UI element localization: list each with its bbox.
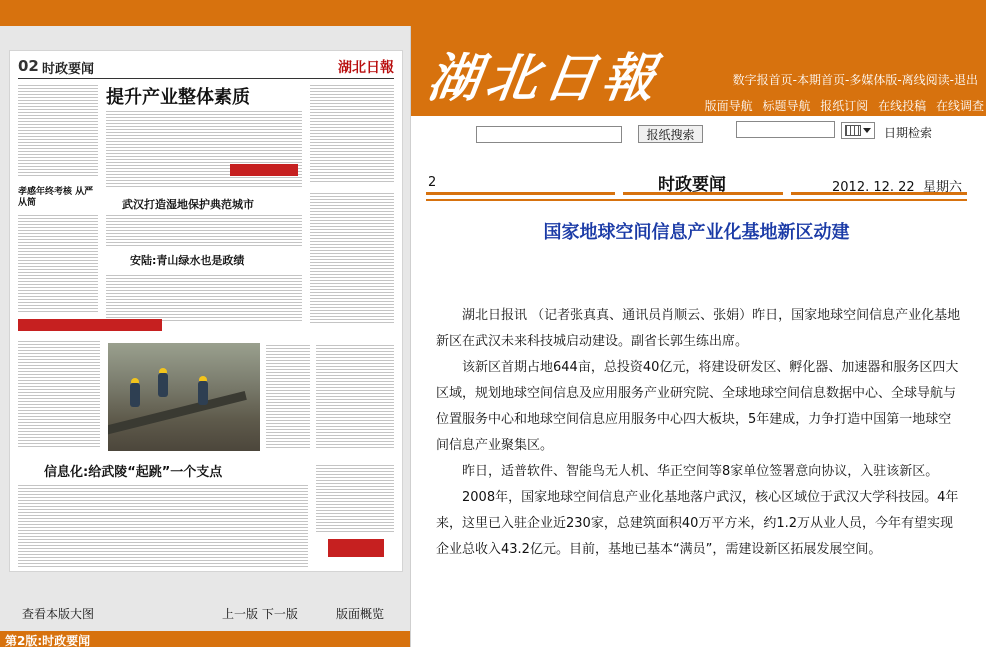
thumbnail-side-headline[interactable]: 孝感年终考核 从严从简 [18,187,94,208]
photo-helmet [159,368,167,373]
issue-weekday: 星期六 [922,180,962,195]
text-column [310,83,394,183]
nav-titles[interactable]: 标题导航 [762,99,811,113]
photo-helmet [131,378,139,383]
nav-survey[interactable]: 在线调查 [935,99,984,113]
thumbnail-headline-anlu[interactable]: 安陆:青山绿水也是政绩 [130,254,245,267]
photo-worker [158,373,168,397]
chevron-down-icon [863,128,871,133]
date-search-button[interactable]: 日期检索 [884,126,933,140]
top-bar [0,0,986,26]
photo-worker [198,381,208,405]
text-column [316,343,394,449]
calendar-icon[interactable] [841,122,875,139]
divider-line [426,199,967,201]
hubei-daily-logo[interactable]: 湖北日報 [424,48,665,109]
article-title: 国家地球空间信息产业化基地新区动建 [543,222,850,243]
thumbnail-red-banner [230,164,298,176]
issue-date-value: 2012. 12. 22 [832,180,915,195]
article-paragraph: 湖北日报讯 （记者张真真、通讯员肖顺云、张娟）昨日，国家地球空间信息产业化基地新区在武汉未来科技城启动建设。副省长郭生练出席。 [436,308,961,349]
article-body [436,303,963,563]
text-column [106,109,302,189]
issue-date [832,176,962,195]
photo-pipe [108,391,247,436]
thumbnail-header [18,56,394,79]
text-column [18,213,98,313]
nav-subscribe[interactable]: 报纸订阅 [820,99,869,113]
sub-nav [699,97,984,114]
view-large-page-link[interactable]: 查看本版大图 [22,607,95,621]
text-column [266,343,310,449]
page-number: 2 [428,175,437,190]
nav-layout[interactable]: 版面导航 [704,99,753,113]
article-paragraph: 该新区首期占地644亩，总投资40亿元，将建设研发区、孵化器、加速器和服务区四大区域，规划地球空间信息及应用服务产业研究院、全球地球空间信息数据中心、全球导航与位置服务中心和地球空间信息应用服务中心四大板块，5年建成，力争打造中国第一地球空间信息产业聚集区。 [436,360,959,453]
newspaper-search-button[interactable]: 报纸搜索 [638,125,703,143]
thumbnail-section-name: 时政要闻 [42,62,95,77]
date-search-input[interactable] [736,121,835,138]
thumbnail-headline-info[interactable]: 信息化:给武陵“起跳”一个支点 [44,465,223,480]
thumbnail-photo[interactable] [108,343,260,451]
divider-bar [426,192,615,195]
thumbnail-red-ad [328,539,384,557]
photo-worker [130,383,140,407]
text-column [106,273,302,323]
prev-next-page-link[interactable]: 上一版 下一版 [222,607,298,621]
text-column [106,213,302,247]
article-paragraph: 昨日，适普软件、智能鸟无人机、华正空间等8家单位签署意向协议，入驻该新区。 [462,464,939,479]
article-paragraph: 2008年，国家地球空间信息产业化基地落户武汉，核心区域位于武汉大学科技园。4年来，这里已入驻企业近230家，总建筑面积40万平方米，约1.2万从业人员，今年有望实现企业总收入43.2亿元。目前，基地已基本“满员”，需建设新区拓展发展空间。 [436,490,959,557]
section-title: 时政要闻 [658,175,726,195]
top-nav-links[interactable]: 数字报首页-本期首页-多媒体版-离线阅读-退出 [732,73,978,87]
calendar-grid-icon [845,125,861,136]
keyword-search-input[interactable] [476,126,622,143]
page-overview-link[interactable]: 版面概览 [336,607,385,621]
current-page-label[interactable]: 第2版:时政要闻 [5,634,91,648]
text-column [310,191,394,323]
current-page-bar [0,631,410,647]
thumbnail-paper-logo: 湖北日報 [338,60,394,76]
photo-helmet [199,376,207,381]
text-column [316,463,394,533]
thumbnail-red-banner [18,319,162,331]
nav-submit[interactable]: 在线投稿 [878,99,927,113]
text-column [18,483,308,567]
newspaper-page-thumbnail[interactable] [9,50,403,572]
thumbnail-headline-wetland[interactable]: 武汉打造湿地保护典范城市 [122,198,254,211]
thumbnail-page-number: 02 [18,57,39,75]
text-column [18,83,98,177]
masthead [411,26,986,116]
text-column [18,339,100,449]
thumbnail-headline-main[interactable]: 提升产业整体素质 [106,87,250,108]
